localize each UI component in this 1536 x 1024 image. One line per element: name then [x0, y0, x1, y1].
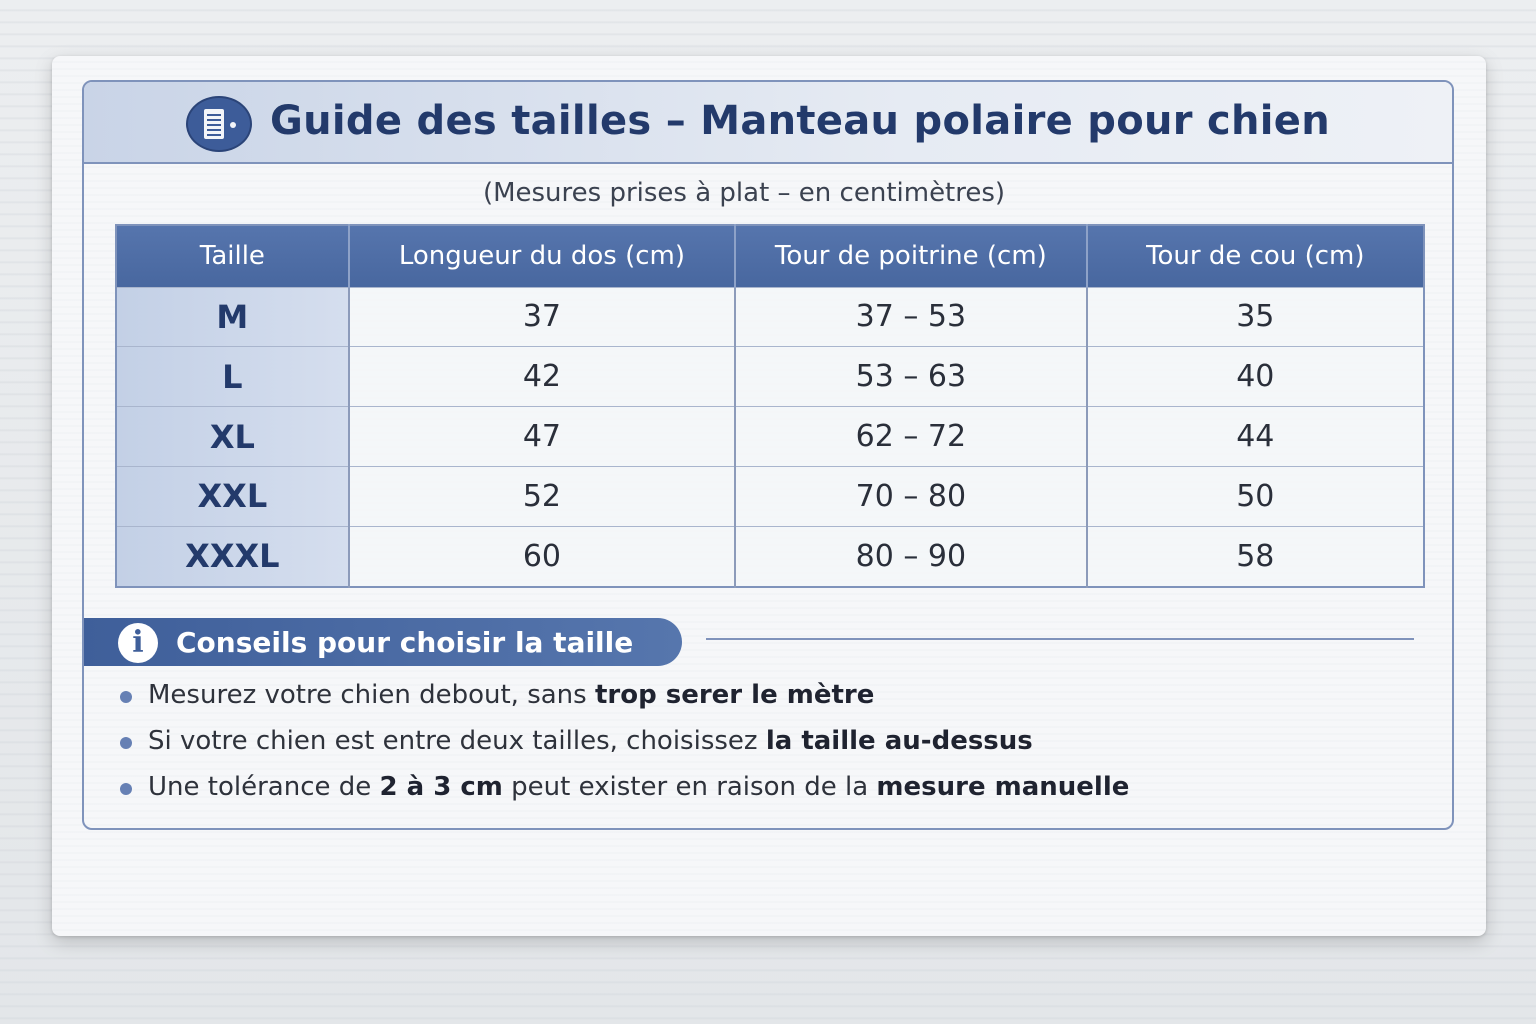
tip-emphasis: mesure manuelle: [876, 772, 1130, 802]
neck-cell: 58: [1087, 526, 1424, 587]
size-cell: XL: [116, 407, 349, 467]
neck-cell: 50: [1087, 467, 1424, 527]
table-row: [116, 287, 1424, 347]
table-row: [116, 467, 1424, 527]
table-header-row: [116, 225, 1424, 287]
back-length-cell: 60: [349, 526, 735, 587]
table-row: [116, 347, 1424, 407]
list-item: [118, 770, 1129, 816]
size-chart-icon: [186, 96, 252, 152]
divider: [706, 638, 1414, 640]
table-row: [116, 526, 1424, 587]
back-length-cell: 47: [349, 407, 735, 467]
tips-list: [118, 678, 1129, 816]
size-guide-panel: [82, 80, 1454, 830]
chest-cell: 37 – 53: [735, 287, 1086, 347]
tip-text: peut exister en raison de la: [502, 772, 877, 802]
tip-text: Mesurez votre chien debout, sans: [148, 680, 595, 710]
size-cell: M: [116, 287, 349, 347]
chest-cell: 53 – 63: [735, 347, 1086, 407]
info-icon: i: [118, 623, 158, 663]
back-length-cell: 52: [349, 467, 735, 527]
size-table: [115, 224, 1425, 588]
chest-cell: 70 – 80: [735, 467, 1086, 527]
page-title: Guide des tailles – Manteau polaire pour chien: [270, 98, 1331, 144]
measurement-note: (Mesures prises à plat – en centimètres): [482, 178, 1006, 208]
tip-emphasis: 2 à 3 cm: [379, 772, 503, 802]
column-header-back-length: Longueur du dos (cm): [349, 225, 735, 287]
tip-emphasis: la taille au-dessus: [765, 726, 1033, 756]
neck-cell: 40: [1087, 347, 1424, 407]
size-cell: XXXL: [116, 526, 349, 587]
neck-cell: 35: [1087, 287, 1424, 347]
list-item: [118, 724, 1129, 770]
tip-emphasis: trop serer le mètre: [594, 680, 875, 710]
back-length-cell: 37: [349, 287, 735, 347]
column-header-chest: Tour de poitrine (cm): [735, 225, 1086, 287]
chest-cell: 62 – 72: [735, 407, 1086, 467]
chest-cell: 80 – 90: [735, 526, 1086, 587]
size-cell: XXL: [116, 467, 349, 527]
column-header-size: Taille: [116, 225, 349, 287]
tips-heading: [84, 618, 682, 666]
column-header-neck: Tour de cou (cm): [1087, 225, 1424, 287]
tip-text: Si votre chien est entre deux tailles, choisissez: [148, 726, 766, 756]
back-length-cell: 42: [349, 347, 735, 407]
tip-text: Une tolérance de: [148, 772, 380, 802]
tips-title: Conseils pour choisir la taille: [176, 626, 634, 659]
size-cell: L: [116, 347, 349, 407]
table-row: [116, 407, 1424, 467]
header-band: [84, 82, 1452, 164]
neck-cell: 44: [1087, 407, 1424, 467]
list-item: [118, 678, 1129, 724]
